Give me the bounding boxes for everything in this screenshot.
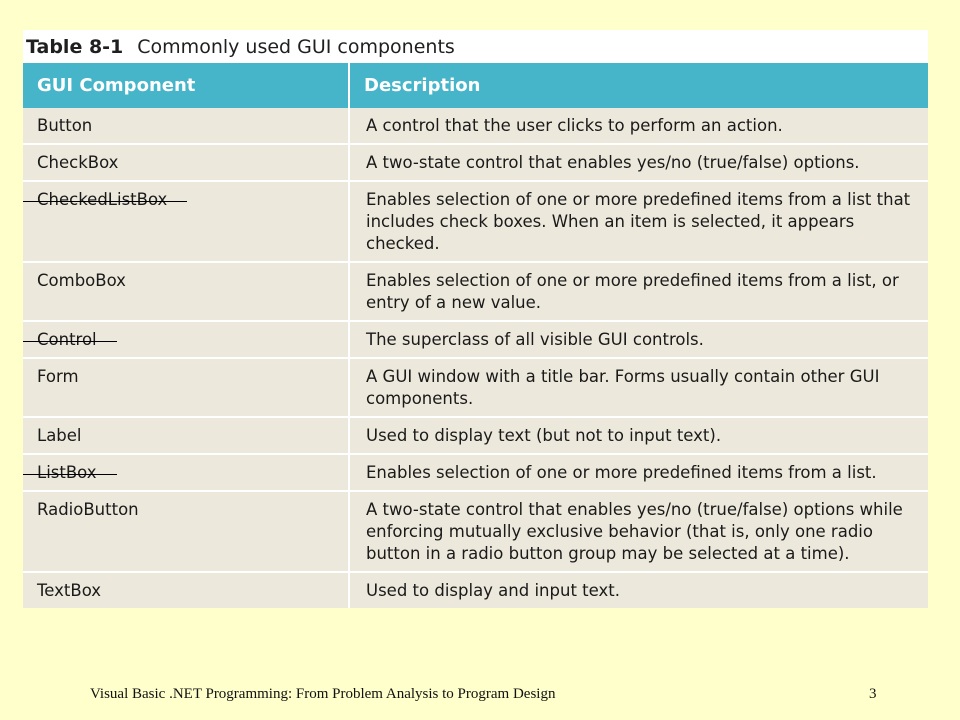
page-number: 3 bbox=[869, 686, 877, 702]
table-row bbox=[23, 321, 928, 358]
description-cell: Enables selection of one or more predefined items from a list that includes check boxes. When an item is selected, it appears checked. bbox=[349, 181, 928, 262]
description-cell: A two-state control that enables yes/no (true/false) options. bbox=[349, 144, 928, 181]
description-cell: Used to display and input text. bbox=[349, 572, 928, 608]
component-cell bbox=[23, 181, 349, 262]
component-cell bbox=[23, 417, 349, 454]
description-cell: Enables selection of one or more predefined items from a list, or entry of a new value. bbox=[349, 262, 928, 321]
slide-content bbox=[23, 30, 928, 608]
component-name: Button bbox=[37, 116, 93, 135]
description-cell: Enables selection of one or more predefined items from a list. bbox=[349, 454, 928, 491]
table-header-row bbox=[23, 63, 928, 108]
component-name: ListBox bbox=[37, 463, 97, 482]
component-cell bbox=[23, 144, 349, 181]
component-name: CheckBox bbox=[37, 153, 119, 172]
table-row bbox=[23, 262, 928, 321]
slide-footer bbox=[0, 686, 960, 708]
component-name: TextBox bbox=[37, 581, 102, 600]
table-caption bbox=[23, 30, 928, 63]
gui-components-table bbox=[23, 63, 928, 608]
column-header-description: Description bbox=[349, 63, 928, 108]
component-cell bbox=[23, 572, 349, 608]
component-cell bbox=[23, 108, 349, 144]
component-cell bbox=[23, 262, 349, 321]
table-row bbox=[23, 491, 928, 572]
component-cell bbox=[23, 321, 349, 358]
description-cell: A GUI window with a title bar. Forms usually contain other GUI components. bbox=[349, 358, 928, 417]
description-cell: Used to display text (but not to input text). bbox=[349, 417, 928, 454]
table-body bbox=[23, 108, 928, 608]
table-row bbox=[23, 572, 928, 608]
component-name: RadioButton bbox=[37, 500, 139, 519]
column-header-component: GUI Component bbox=[23, 63, 349, 108]
table-title: Commonly used GUI components bbox=[137, 35, 455, 58]
table-row bbox=[23, 417, 928, 454]
component-name: CheckedListBox bbox=[37, 190, 168, 209]
table-number: Table 8-1 bbox=[26, 35, 124, 58]
table-row bbox=[23, 181, 928, 262]
table-row bbox=[23, 358, 928, 417]
component-cell bbox=[23, 491, 349, 572]
component-name: Form bbox=[37, 367, 79, 386]
component-name: ComboBox bbox=[37, 271, 126, 290]
description-cell: A two-state control that enables yes/no (true/false) options while enforcing mutually exclusive behavior (that is, only one radio button in a radio button group may be selected at a time). bbox=[349, 491, 928, 572]
description-cell: A control that the user clicks to perform an action. bbox=[349, 108, 928, 144]
table-row bbox=[23, 108, 928, 144]
component-cell bbox=[23, 454, 349, 491]
component-name: Control bbox=[37, 330, 97, 349]
component-cell bbox=[23, 358, 349, 417]
description-cell: The superclass of all visible GUI controls. bbox=[349, 321, 928, 358]
footer-title: Visual Basic .NET Programming: From Problem Analysis to Program Design bbox=[90, 686, 556, 702]
component-name: Label bbox=[37, 426, 82, 445]
table-row bbox=[23, 454, 928, 491]
table-row bbox=[23, 144, 928, 181]
